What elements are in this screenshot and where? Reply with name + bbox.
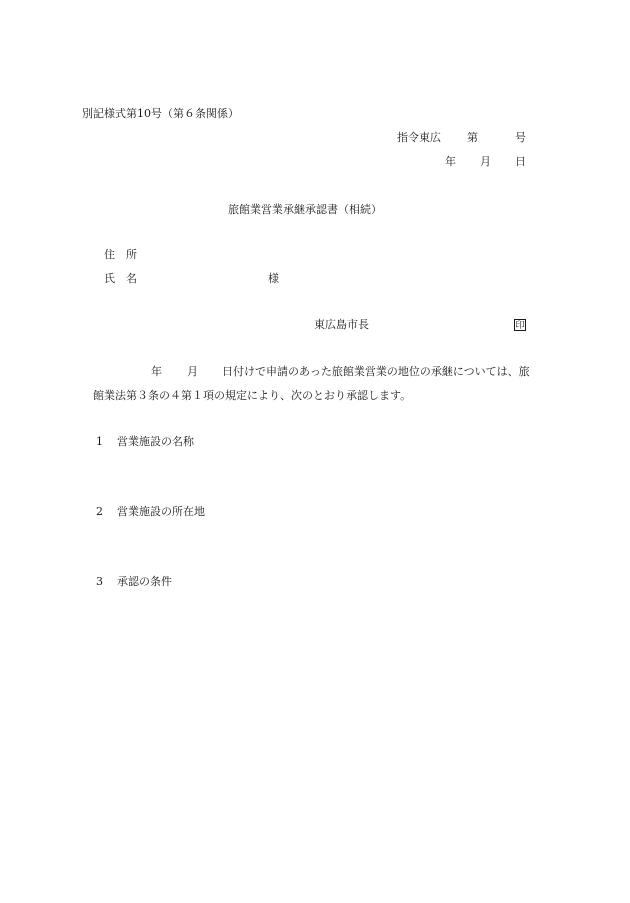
form-number: 別記様式第10号（第６条関係） [82,107,239,120]
body-month: 月 [187,365,198,378]
item-label-approval-conditions: 承認の条件 [117,575,172,588]
item-number: 3 [96,575,103,588]
item-label-facility-location: 営業施設の所在地 [117,505,205,518]
doc-number-prefix: 指令東広 [397,131,441,144]
seal-icon: 印 [515,321,525,331]
document-title: 旅館業営業承継承認書（相続） [228,203,382,216]
item-number: 2 [96,505,103,518]
item-number: 1 [96,435,103,448]
date-day: 日 [515,155,526,168]
item-label-facility-name: 営業施設の名称 [117,435,194,448]
address-label: 住 所 [104,248,137,261]
date-month: 月 [480,155,491,168]
name-label: 氏 名 [104,272,137,285]
issuer-name: 東広島市長 [314,318,369,331]
doc-number-dai: 第 [467,131,478,144]
doc-number-go: 号 [515,131,526,144]
body-line2: 館業法第３条の４第１項の規定により、次のとおり承認します。 [93,389,412,402]
body-line1: 日付けで申請のあった旅館業営業の地位の承継については、旅 [222,365,530,378]
date-year: 年 [445,155,456,168]
issuer-seal [514,318,526,332]
sama-label: 様 [268,272,279,285]
body-year: 年 [151,365,162,378]
